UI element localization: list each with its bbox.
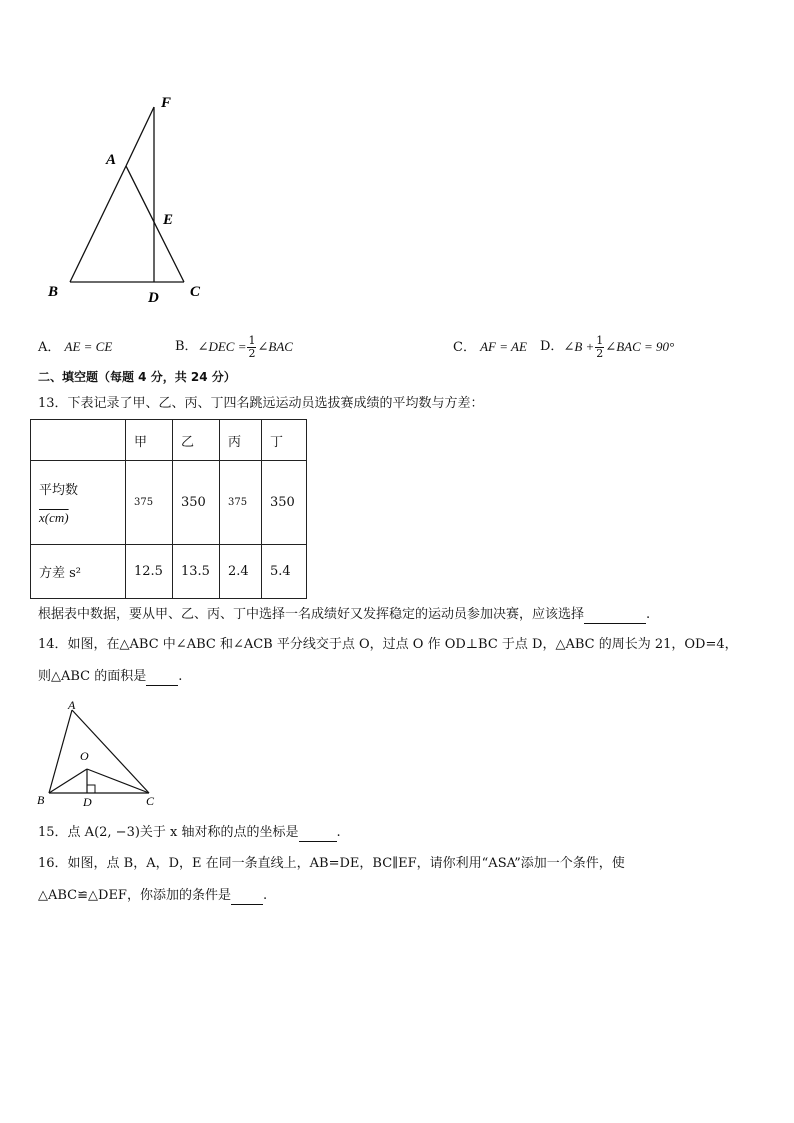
answer-blank[interactable] [584, 609, 646, 624]
answer-blank[interactable] [231, 890, 263, 905]
fraction-numerator: 1 [596, 333, 604, 347]
point-label-b: B [48, 284, 59, 300]
q13-end: . [646, 607, 651, 622]
q14-line1: 14．如图，在△ABC 中∠ABC 和∠ACB 平分线交于点 O，过点 O 作 OD⊥BC 于点 D，△ABC 的周长为 21，OD=4， [38, 637, 738, 652]
segment-co [87, 769, 149, 793]
q15-end: . [336, 825, 341, 840]
option-d-fraction [595, 335, 604, 360]
table-header-cell: 丙 [220, 420, 262, 461]
q13-question [38, 606, 650, 624]
point-label-a: A [106, 152, 117, 168]
option-c-label: C． [453, 340, 476, 355]
q16-end: . [262, 888, 268, 903]
table-header-cell: 甲 [126, 420, 173, 461]
answer-blank[interactable] [299, 827, 337, 842]
option-a-expr: AE = CE [64, 339, 113, 354]
table-cell: 350 [173, 461, 220, 545]
point-label-o: O [80, 749, 89, 763]
q16-line2 [38, 887, 267, 905]
table-cell: 2.4 [220, 545, 262, 599]
point-label-d: D [83, 795, 92, 809]
option-d-label: D． [540, 339, 564, 354]
mean-symbol: x(cm) [39, 510, 69, 525]
option-c [453, 338, 527, 357]
fraction-denominator: 2 [248, 346, 256, 360]
point-label-b: B [37, 793, 45, 807]
table-header-cell: 丁 [262, 420, 307, 461]
q15-text: 15．点 A(2, −3)关于 x 轴对称的点的坐标是 [38, 825, 299, 840]
point-label-c: C [146, 794, 155, 808]
answer-blank[interactable] [146, 671, 178, 686]
q14-line2 [38, 668, 182, 686]
option-a [38, 338, 112, 357]
q14-line2-text: 则△ABC 的面积是 [38, 669, 147, 684]
mean-label: 平均数 [39, 483, 79, 498]
option-a-label: A． [38, 340, 61, 355]
q14-end: . [178, 669, 183, 684]
table-row-mean [31, 461, 307, 545]
option-b-label: B． [175, 339, 198, 354]
point-label-d: D [148, 290, 159, 306]
option-d-expr-left: ∠B + [563, 339, 595, 354]
table-cell: 375 [126, 461, 173, 545]
table-cell: 350 [262, 461, 307, 545]
option-b-fraction [247, 335, 256, 360]
option-b [175, 328, 293, 366]
table-header-cell: 乙 [173, 420, 220, 461]
section-title: 二、填空题（每题 4 分，共 24 分） [38, 370, 236, 384]
segment-fa [126, 107, 154, 166]
table-cell: 13.5 [173, 545, 220, 599]
figure-triangle-o [30, 696, 170, 812]
point-label-a: A [68, 698, 76, 712]
figure-triangle-fd [40, 90, 220, 310]
side-ab [70, 166, 126, 282]
right-angle-mark [87, 785, 95, 793]
table-cell: 12.5 [126, 545, 173, 599]
option-d-expr-right: ∠BAC = 90° [605, 339, 675, 354]
option-b-expr-left: ∠DEC = [197, 339, 247, 354]
table-row-label: 方差 s² [31, 545, 126, 599]
table-header-row [31, 420, 307, 461]
table-header-cell [31, 420, 126, 461]
option-d [540, 328, 674, 366]
point-label-e: E [163, 212, 174, 228]
mean-unit-label [39, 510, 125, 526]
fraction-numerator: 1 [248, 333, 256, 347]
q16-line2-text: △ABC≌△DEF，你添加的条件是 [38, 888, 231, 903]
point-label-c: C [190, 284, 201, 300]
side-ac [126, 166, 184, 282]
point-label-f: F [161, 95, 172, 111]
table-cell: 375 [220, 461, 262, 545]
q16-line1: 16．如图，点 B，A，D，E 在同一条直线上，AB=DE，BC∥EF，请你利用“ASA”添加一个条件，使 [38, 856, 625, 871]
fraction-denominator: 2 [596, 346, 604, 360]
table-row-variance [31, 545, 307, 599]
q15 [38, 824, 341, 842]
option-b-expr-right: ∠BAC [257, 339, 293, 354]
q13-question-text: 根据表中数据，要从甲、乙、丙、丁中选择一名成绩好又发挥稳定的运动员参加决赛，应该选择 [38, 607, 585, 622]
option-c-expr: AF = AE [480, 339, 527, 354]
q13-stem: 13．下表记录了甲、乙、丙、丁四名跳远运动员选拔赛成绩的平均数与方差： [38, 396, 484, 411]
table-cell: 5.4 [262, 545, 307, 599]
score-table [30, 419, 307, 599]
table-row-label [31, 461, 126, 545]
